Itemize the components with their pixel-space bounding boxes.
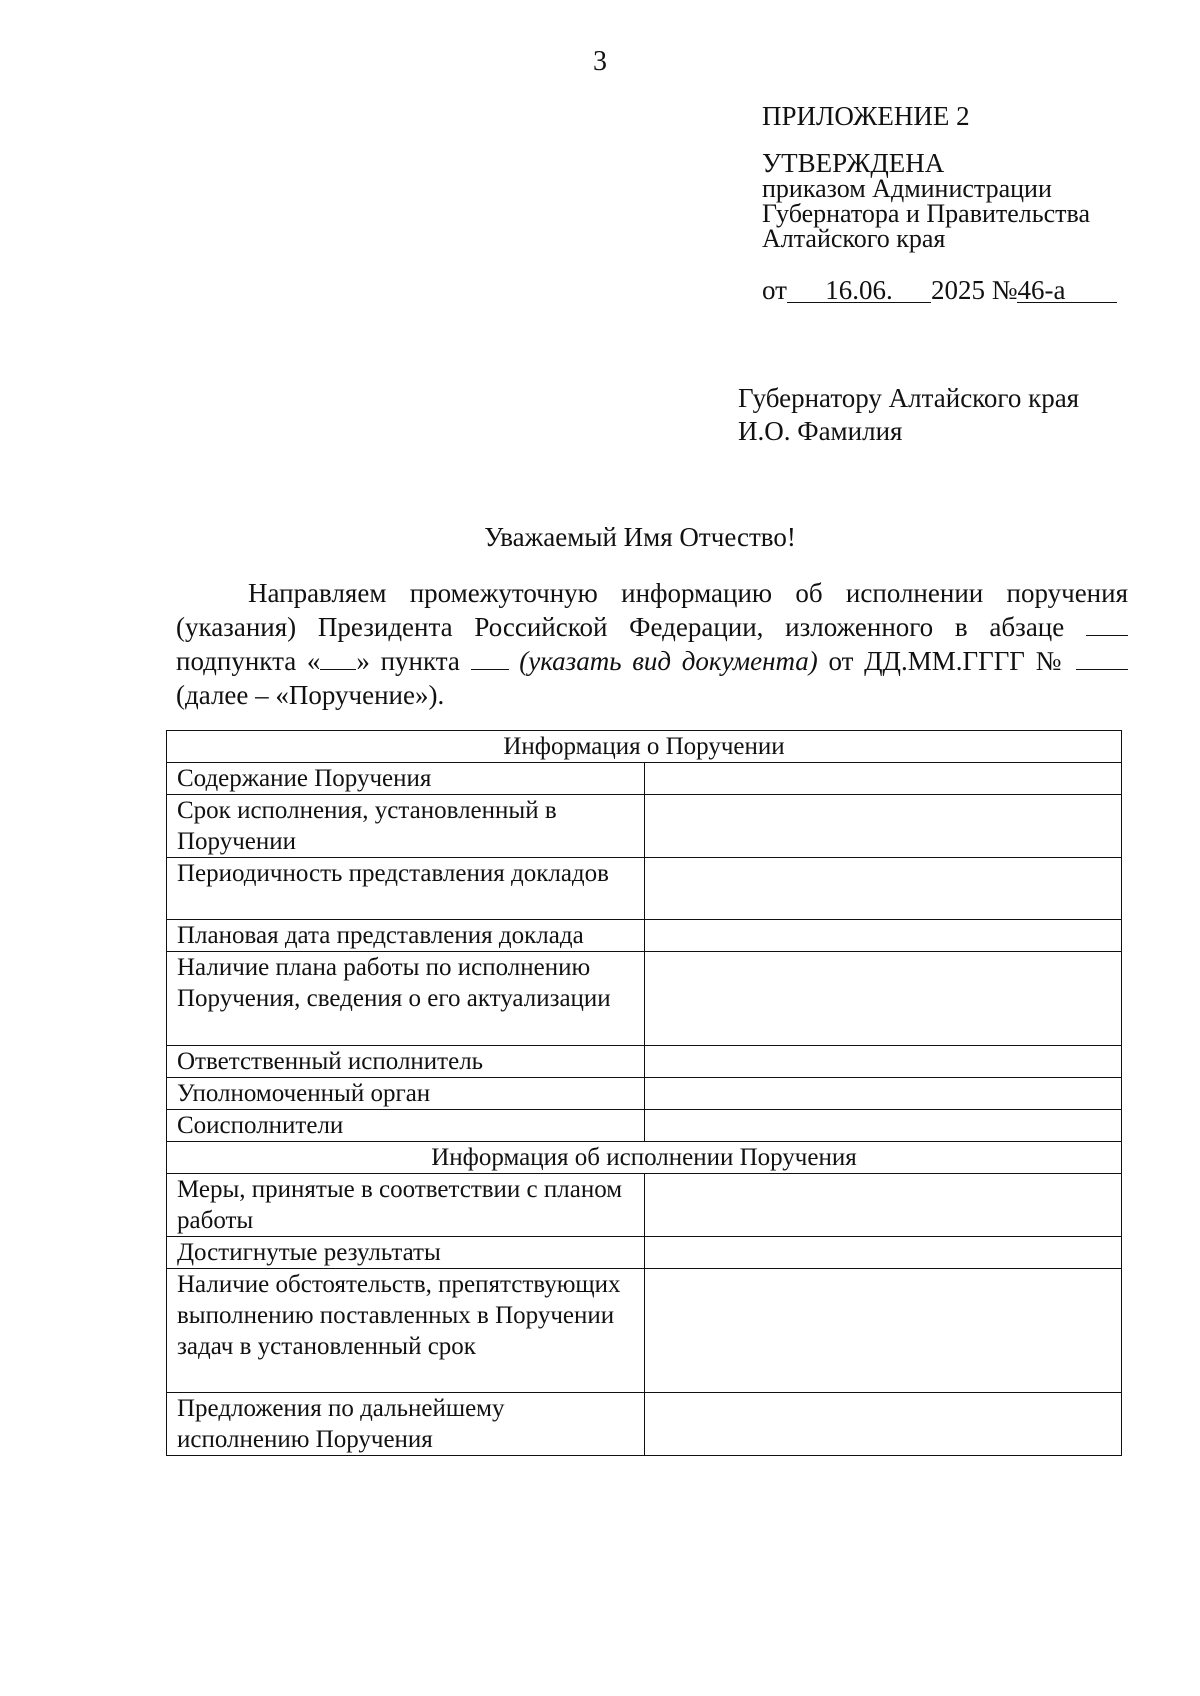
order-line: Алтайского края [762,224,946,253]
table-row [167,1174,1122,1237]
document-type-hint: (указать вид документа) [519,646,818,676]
section-header-row [167,731,1122,763]
table-row [167,1078,1122,1110]
section-title: Информация об исполнении Поручения [167,1142,1122,1174]
appendix-label: ПРИЛОЖЕНИЕ 2 [762,101,970,131]
table-row [167,795,1122,858]
row-label: Срок исполнения, установленный в Поручении [167,795,645,858]
table-row [167,1393,1122,1456]
addressee-name: И.О. Фамилия [738,416,903,446]
row-value [644,1046,1122,1078]
body-text-part: (далее – «Поручение»). [176,680,445,710]
table-row [167,1046,1122,1078]
body-paragraph [176,576,1128,712]
row-label: Соисполнители [167,1110,645,1142]
table-row [167,952,1122,1046]
row-label: Ответственный исполнитель [167,1046,645,1078]
blank-field [1086,613,1128,636]
addressee-block [738,382,1079,448]
body-text-part: подпункта « [176,646,321,676]
row-value [644,1269,1122,1393]
body-text-part: Направляем промежуточную информацию об исполнении поручения (указания) Президента Российской Федерации, изложенного в абзаце [176,578,1128,642]
row-label: Периодичность представления докладов [167,858,645,920]
row-value [644,1393,1122,1456]
table-row [167,1110,1122,1142]
row-label: Меры, принятые в соответствии с планом работы [167,1174,645,1237]
order-date: 16.06. [787,278,931,303]
table-row [167,1269,1122,1393]
table-row [167,1237,1122,1269]
row-label: Содержание Поручения [167,763,645,795]
body-text-part: » пункта [356,646,471,676]
blank-field [1076,647,1128,670]
row-value [644,952,1122,1046]
approved-label: УТВЕРЖДЕНА [762,148,945,178]
body-text-part: от ДД.ММ.ГГГГ № [817,646,1076,676]
date-prefix: от [762,275,787,305]
row-label: Плановая дата представления доклада [167,920,645,952]
row-label: Наличие обстоятельств, препятствующих выполнению поставленных в Поручении задач в установленный срок [167,1269,645,1393]
row-value [644,1237,1122,1269]
section-title: Информация о Поручении [167,731,1122,763]
salutation: Уважаемый Имя Отчество! [484,522,796,552]
table-row [167,858,1122,920]
row-label: Уполномоченный орган [167,1078,645,1110]
section-header-row [167,1142,1122,1174]
page-number: 3 [593,46,607,77]
addressee-position: Губернатору Алтайского края [738,383,1080,413]
row-label: Предложения по дальнейшему исполнению Поручения [167,1393,645,1456]
row-label: Наличие плана работы по исполнению Поручения, сведения о его актуализации [167,952,645,1046]
order-number: 46-а [1017,278,1117,303]
row-label: Достигнутые результаты [167,1237,645,1269]
order-line: приказом Администрации [762,174,1052,203]
order-date-line [762,275,1117,305]
blank-field [471,647,509,670]
table-row [167,763,1122,795]
report-table [166,730,1122,1456]
row-value [644,763,1122,795]
order-line: Губернатора и Правительства [762,199,1090,228]
blank-field [320,647,356,670]
approval-block [762,101,1117,305]
row-value [644,858,1122,920]
row-value [644,1110,1122,1142]
order-year-number: 2025 № [930,275,1018,305]
row-value [644,1174,1122,1237]
table-row [167,920,1122,952]
row-value [644,1078,1122,1110]
row-value [644,795,1122,858]
row-value [644,920,1122,952]
